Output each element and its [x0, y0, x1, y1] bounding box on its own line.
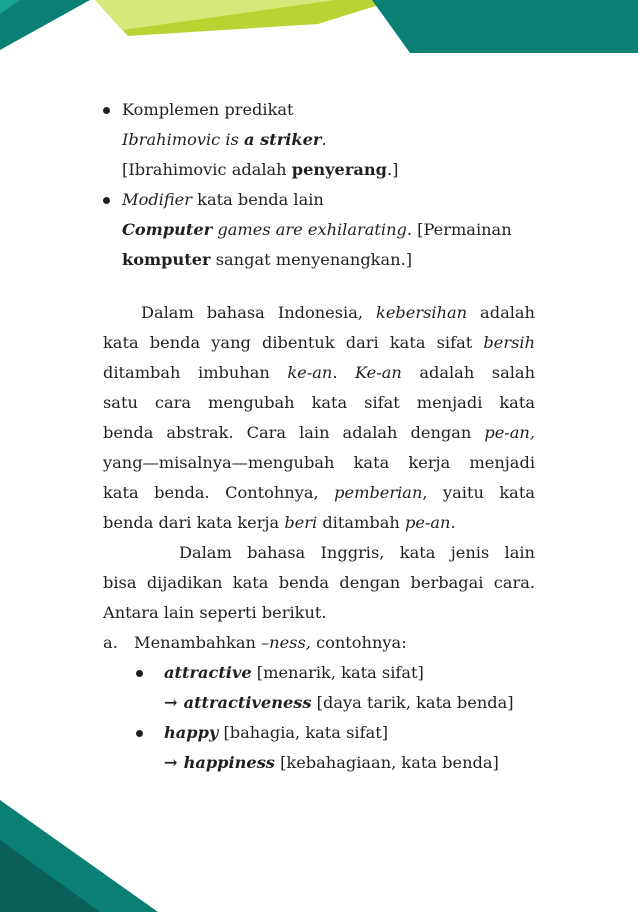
paragraph-line: kata benda. Contohnya, pemberian, yaitu kata: [103, 483, 535, 502]
bullet-heading: kata benda lain: [191, 190, 324, 209]
bullet-dot: [136, 730, 143, 737]
example-text: games are exhilarating.: [212, 220, 413, 239]
paragraph-line: Dalam bahasa Inggris, kata jenis lain: [179, 543, 535, 562]
example-punct: .: [321, 130, 327, 149]
example-word: attractive: [164, 663, 252, 682]
bullet-translation: [103, 155, 535, 185]
arrow-right-icon: →: [164, 693, 178, 712]
bullet-dot: [136, 670, 143, 677]
example-gloss: [bahagia, kata sifat]: [218, 723, 389, 742]
example-emphasis: Computer: [122, 220, 213, 239]
translation-emphasis: komputer: [122, 250, 211, 269]
bullet-example: [103, 125, 535, 155]
bullet-heading: Komplemen predikat: [122, 100, 294, 119]
bullet-translation: [103, 245, 535, 275]
result-word: happiness: [183, 753, 275, 772]
example-result: [103, 688, 535, 718]
header-banner: [0, 0, 638, 53]
header-teal-right: [372, 0, 638, 53]
bullet-item-complement: [103, 95, 535, 125]
paragraph-line: Antara lain seperti berikut.: [103, 603, 327, 622]
paragraph-line: Dalam bahasa Indonesia, kebersihan adalah: [141, 303, 535, 322]
paragraph-line: bisa dijadikan kata benda dengan berbagai cara.: [103, 573, 535, 592]
bullet-dot: [103, 107, 110, 114]
paragraph-line: yang—misalnya—mengubah kata kerja menjadi: [103, 453, 535, 472]
header-teal-left: [0, 0, 90, 50]
list-item-ness: [103, 628, 535, 658]
paragraph-line: benda dari kata kerja beri ditambah pe-an.: [103, 513, 456, 532]
bullet-item-modifier: [103, 185, 535, 215]
translation-close: .]: [386, 160, 399, 179]
example-emphasis: a striker: [244, 130, 322, 149]
example-result: [103, 748, 535, 778]
result-gloss: [daya tarik, kata benda]: [311, 693, 514, 712]
paragraph-line: ditambah imbuhan ke-an. Ke-an adalah salah: [103, 363, 535, 382]
paragraph-indonesian: [103, 298, 535, 538]
translation-emphasis: penyerang: [291, 160, 387, 179]
example-text: Ibrahimovic is: [122, 130, 245, 149]
list-letter: a.: [103, 633, 118, 652]
footer-banner: [0, 800, 158, 912]
paragraph-line: benda abstrak. Cara lain adalah dengan pe-an,: [103, 423, 535, 442]
example-item: [103, 718, 535, 748]
list-suffix: –ness,: [261, 633, 311, 652]
paragraph-line: satu cara mengubah kata sifat menjadi kata: [103, 393, 535, 412]
result-word: attractiveness: [183, 693, 312, 712]
bullet-dot: [103, 197, 110, 204]
paragraph-english: [103, 538, 535, 628]
example-word: happy: [164, 723, 219, 742]
result-gloss: [kebahagiaan, kata benda]: [274, 753, 499, 772]
paragraph-line: kata benda yang dibentuk dari kata sifat bersih: [103, 333, 535, 352]
translation-close: sangat menyenangkan.]: [210, 250, 413, 269]
example-item: [103, 658, 535, 688]
list-text: Menambahkan: [134, 633, 262, 652]
bullet-heading-italic: Modifier: [122, 190, 192, 209]
list-text-end: contohnya:: [310, 633, 407, 652]
bullet-example: [103, 215, 535, 245]
page-body: [103, 95, 535, 778]
example-gloss: [menarik, kata sifat]: [251, 663, 424, 682]
translation-text: [Permainan: [412, 220, 512, 239]
arrow-right-icon: →: [164, 753, 178, 772]
translation-text: [Ibrahimovic adalah: [122, 160, 292, 179]
